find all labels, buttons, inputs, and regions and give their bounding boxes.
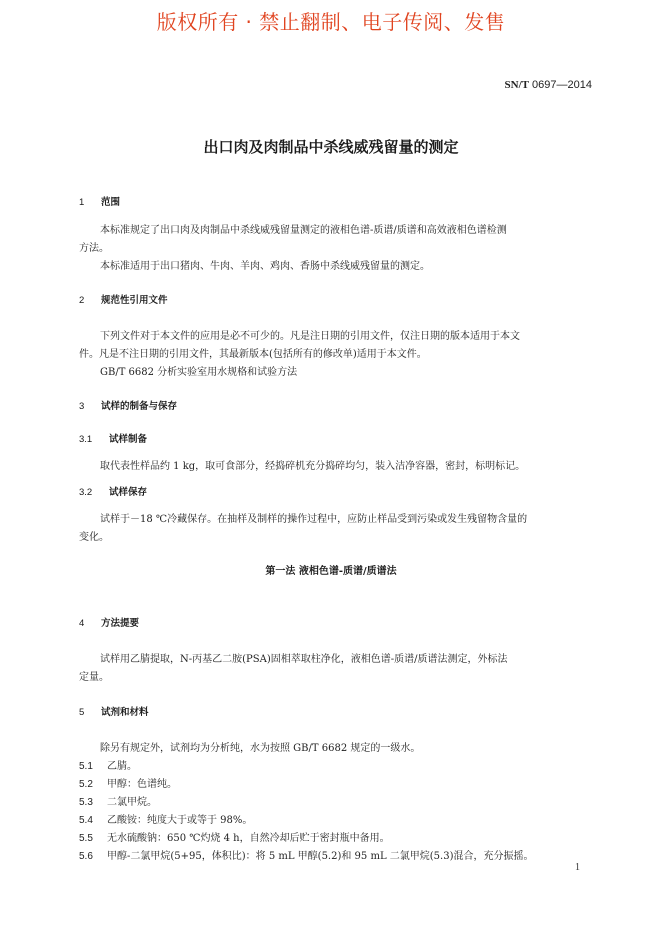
section-1-heading: [79, 194, 120, 208]
item-text: 无水硫酸钠：650 ℃灼烧 4 h，自然冷却后贮于密封瓶中备用。: [107, 833, 390, 844]
subsection-number: 3.1: [79, 434, 93, 445]
section-number: 3: [79, 401, 85, 412]
section-5-heading: [79, 704, 149, 718]
section-1-paragraph-2: 本标准适用于出口猪肉、牛肉、羊肉、鸡肉、香肠中杀线威残留量的测定。: [100, 261, 430, 272]
list-item: [79, 847, 533, 862]
item-text: 乙酸铵：纯度大于或等于 98%。: [107, 815, 253, 826]
section-4-heading: [79, 615, 139, 629]
section-title: 方法提要: [101, 618, 140, 629]
section-title: 试样的制备与保存: [101, 401, 178, 412]
section-2-paragraph-line-2: 件。凡是不注日期的引用文件，其最新版本(包括所有的修改单)适用于本文件。: [79, 349, 427, 360]
section-1-paragraph-1-line-1: 本标准规定了出口肉及肉制品中杀线威残留量测定的液相色谱-质谱/质谱和高效液相色谱检测: [100, 225, 507, 236]
item-number: 5.1: [79, 761, 93, 772]
subsection-number: 3.2: [79, 487, 93, 498]
item-number: 5.2: [79, 779, 93, 790]
section-number: 4: [79, 618, 85, 629]
section-number: 5: [79, 707, 85, 718]
section-title: 规范性引用文件: [101, 295, 168, 306]
list-item: [79, 829, 390, 844]
normative-reference: GB/T 6682 分析实验室用水规格和试验方法: [100, 367, 298, 378]
section-1-paragraph-1-line-2: 方法。: [79, 243, 109, 254]
item-number: 5.4: [79, 815, 93, 826]
document-title: 出口肉及肉制品中杀线威残留量的测定: [203, 138, 459, 156]
section-2-paragraph-line-1: 下列文件对于本文件的应用是必不可少的。凡是注日期的引用文件，仅注日期的版本适用于本文: [100, 331, 520, 342]
item-number: 5.6: [79, 851, 93, 862]
standard-prefix: SN/T: [504, 79, 529, 91]
subsection-3-2-paragraph-line-1: 试样于－18 ℃冷藏保存。在抽样及制样的操作过程中，应防止样品受到污染或发生残留物含量的: [100, 514, 528, 525]
item-text: 甲醇-二氯甲烷(5+95，体积比)：将 5 mL 甲醇(5.2)和 95 mL 二氯甲烷(5.3)混合，充分振摇。: [107, 851, 534, 862]
list-item: [79, 793, 157, 808]
item-number: 5.3: [79, 797, 93, 808]
subsection-title: 试样保存: [109, 487, 148, 498]
section-4-paragraph-line-1: 试样用乙腈提取，N-丙基乙二胺(PSA)固相萃取柱净化，液相色谱-质谱/质谱法测定，外标法: [100, 654, 508, 665]
subsection-3-2-paragraph-line-2: 变化。: [79, 532, 109, 543]
subsection-3-1-paragraph: 取代表性样品约 1 kg，取可食部分，经捣碎机充分捣碎均匀，装入洁净容器，密封，标明标记。: [100, 461, 526, 472]
list-item: [79, 757, 137, 772]
subsection-3-1-heading: [79, 431, 147, 445]
copyright-watermark: 版权所有 · 禁止翻制、电子传阅、发售: [156, 10, 506, 34]
section-4-paragraph-line-2: 定量。: [79, 672, 109, 683]
list-item: [79, 811, 252, 826]
subsection-3-2-heading: [79, 484, 147, 498]
section-number: 1: [79, 197, 85, 208]
item-text: 二氯甲烷。: [107, 797, 157, 808]
section-2-heading: [79, 292, 168, 306]
section-number: 2: [79, 295, 85, 306]
section-5-intro: 除另有规定外，试剂均为分析纯，水为按照 GB/T 6682 规定的一级水。: [100, 743, 421, 754]
section-title: 范围: [101, 197, 121, 208]
standard-number: [505, 79, 592, 91]
standard-code: 0697—2014: [529, 79, 592, 91]
subsection-title: 试样制备: [109, 434, 148, 445]
list-item: [79, 775, 177, 790]
item-text: 乙腈。: [107, 761, 137, 772]
method-heading: 第一法 液相色谱-质谱/质谱法: [265, 566, 397, 577]
section-title: 试剂和材料: [101, 707, 149, 718]
section-3-heading: [79, 398, 177, 412]
page-number: 1: [575, 862, 580, 873]
item-number: 5.5: [79, 833, 93, 844]
item-text: 甲醇：色谱纯。: [107, 779, 177, 790]
